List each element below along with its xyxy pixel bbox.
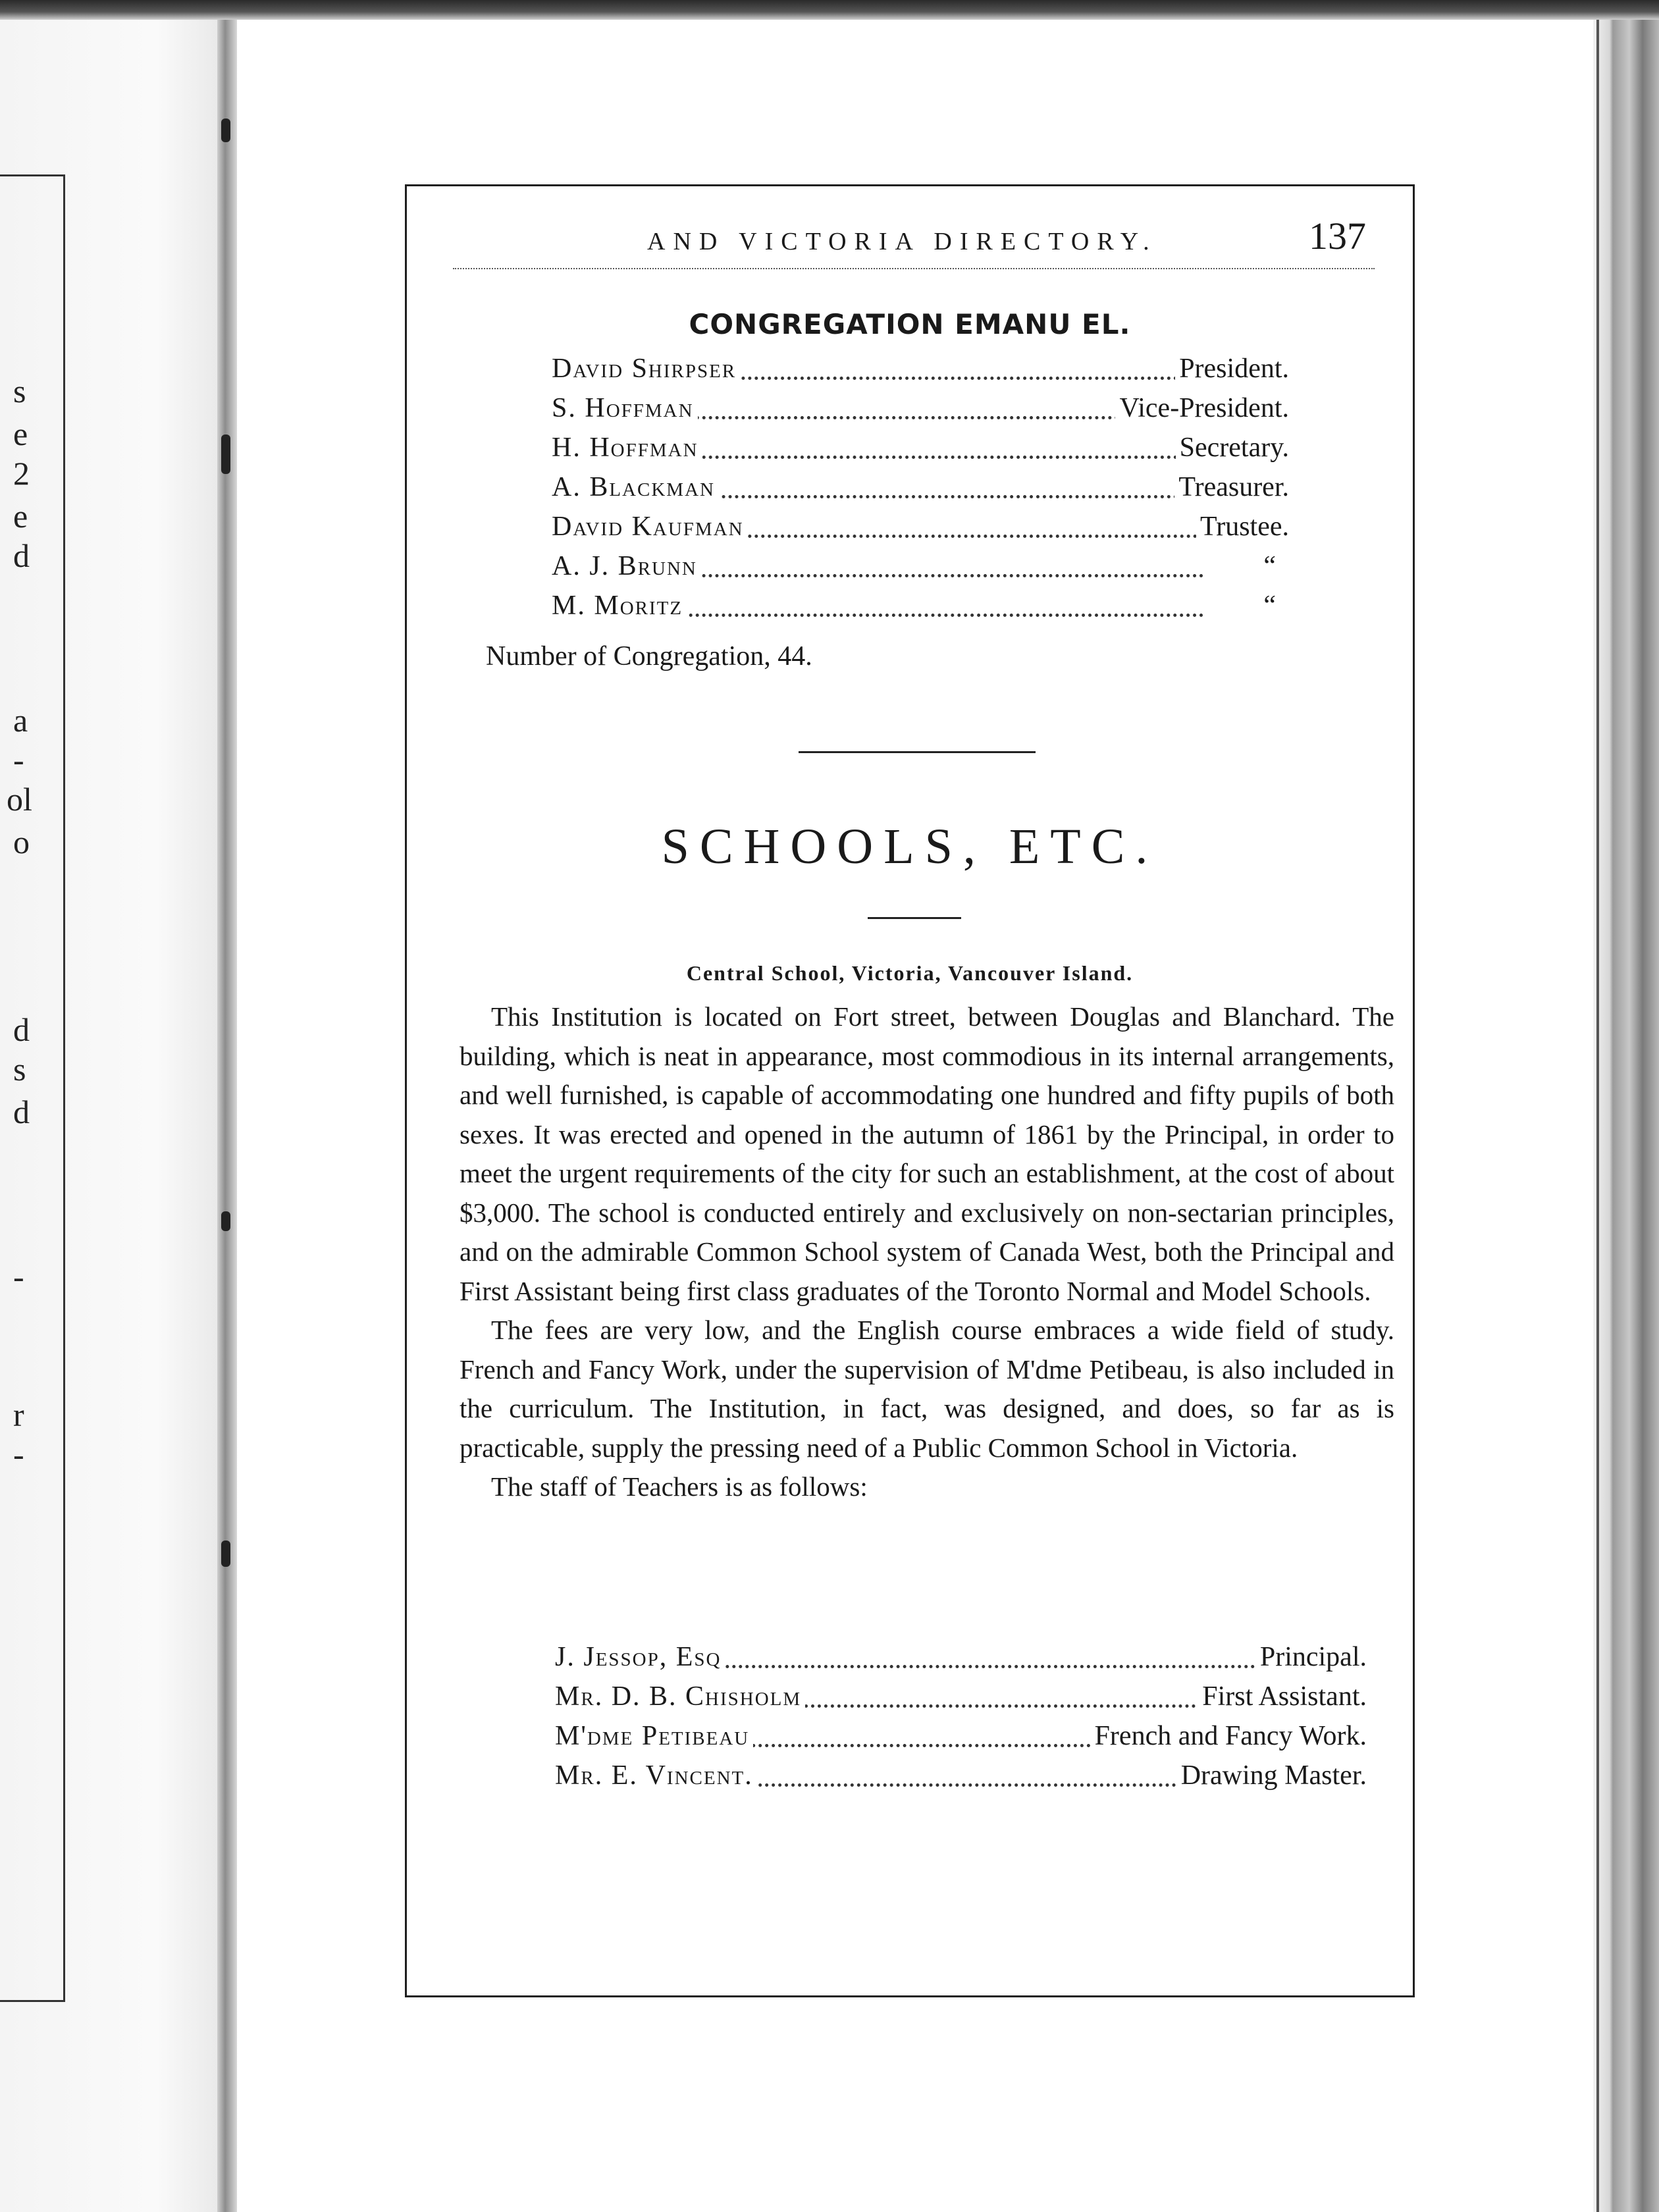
scan-top-edge [0,0,1659,20]
schools-heading: SCHOOLS, ETC. [661,819,1159,874]
facing-page-fragment: - [13,741,24,778]
facing-page-frame [0,174,65,2002]
officer-name: M. Moritz [552,590,687,621]
officer-name: S. Hoffman [552,392,698,424]
teacher-row [555,1641,1367,1681]
teacher-name: Mr. E. Vincent. [555,1760,757,1791]
heading-rule [868,917,961,919]
teacher-role: Drawing Master. [1177,1760,1367,1791]
teacher-row [555,1720,1367,1760]
teacher-row [555,1760,1367,1799]
officer-role: Treasurer. [1174,471,1289,503]
facing-page-fragment: s [13,1051,26,1088]
facing-page-fragment: e [13,498,28,535]
facing-page-fragment: ol [7,781,32,818]
officer-row [552,511,1289,550]
officer-role: Vice-President. [1115,392,1289,424]
officer-name: David Shirpser [552,353,740,384]
officer-row [552,550,1276,590]
officer-role: Trustee. [1196,511,1289,542]
paragraph: This Institution is located on Fort street, between Douglas and Blanchard. The building, which is neat in appearance, most commodious in its internal arrangements, and well furnished, is capable of accommodating one hundred and fifty pupils of both sexes. It was erected and opened in the autumn of 1861 by the Principal, in order to meet the urgent requirements of the city for such an establishment, at the cost of about $3,000. The school is conducted entirely and exclusively on non-sectarian principles, and on the admirable Common School system of Canada West, both the Principal and First Assistant being first class graduates of the Toronto Normal and Model Schools. [460,1001,1394,1306]
officer-name: A. Blackman [552,471,719,503]
facing-page-fragment: d [13,537,30,574]
congregation-count: Number of Congregation, 44. [486,641,812,672]
officer-name: H. Hoffman [552,432,702,463]
paragraph: The fees are very low, and the English course embraces a wide field of study. French and Fancy Work, under the supervision of M'dme Petibeau, is also included in the curriculum. The Institution, in fact, was designed, and does, so far as is practicable, supply the pressing need of a Public Common School in Victoria. [460,1315,1394,1463]
teacher-role: First Assistant. [1198,1681,1367,1712]
officer-row [552,471,1289,511]
facing-page-fragment: 2 [13,455,30,492]
officer-name: David Kaufman [552,511,748,542]
teacher-name: Mr. D. B. Chisholm [555,1681,805,1712]
page-header [407,214,1413,267]
paragraph: The staff of Teachers is as follows: [491,1471,868,1502]
school-description [460,997,1394,1507]
officer-role: “ [1259,550,1276,582]
facing-page-fragment: e [13,415,28,452]
central-school-subhead: Central School, Victoria, Vancouver Island. [686,961,1134,985]
binding-stitch [221,434,230,474]
teacher-row [555,1681,1367,1720]
running-head: AND VICTORIA DIRECTORY. [647,228,1157,255]
officer-row [552,432,1289,471]
officer-name: A. J. Brunn [552,550,701,582]
facing-page-fragment: r [13,1396,24,1433]
teacher-name: M'dme Petibeau [555,1720,753,1752]
officer-row [552,392,1289,432]
officer-role: President. [1175,353,1289,384]
facing-page-fragment: a [13,702,28,739]
page-edges [1593,20,1659,2212]
facing-page-fragment: d [13,1093,30,1130]
officer-role: Secretary. [1176,432,1289,463]
teacher-role: French and Fancy Work. [1091,1720,1367,1752]
facing-page-fragment: s [13,373,26,409]
section-divider [799,751,1036,753]
teacher-name: J. Jessop, Esq [555,1641,725,1673]
officer-row [552,590,1276,629]
binding-stitch [221,1211,230,1231]
page-edge-line [1596,20,1599,2212]
page-frame [405,184,1415,1997]
facing-page-fragment: d [13,1011,30,1048]
facing-page-fragment: o [13,824,30,860]
binding-stitch [221,118,230,142]
teacher-role: Principal. [1256,1641,1367,1673]
officer-row [552,353,1289,392]
book-gutter [217,20,237,2212]
binding-stitch [221,1540,230,1567]
page-number: 137 [1309,215,1366,257]
facing-page-fragment: - [13,1258,24,1295]
officer-role: “ [1259,590,1276,621]
header-rule [453,268,1375,269]
facing-page-fragment: - [13,1436,24,1473]
congregation-title: CONGREGATION EMANU EL. [689,308,1131,340]
